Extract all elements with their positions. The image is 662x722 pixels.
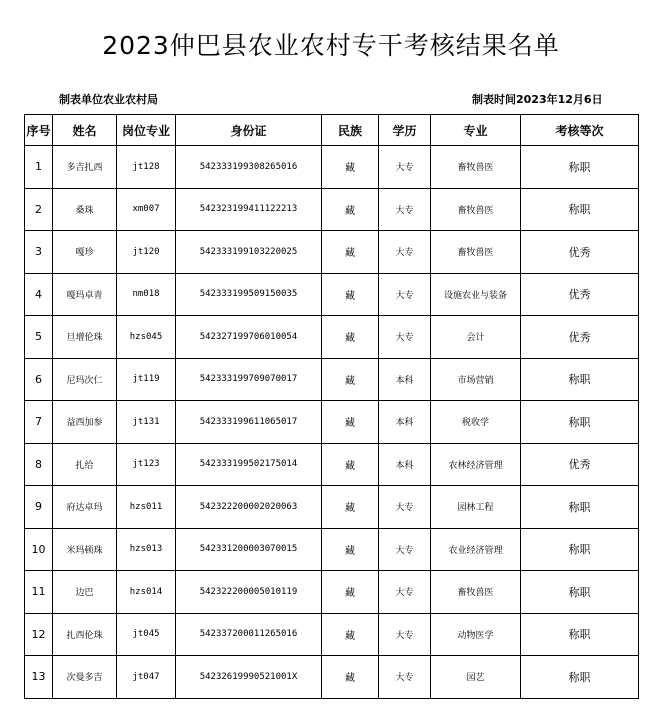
cell-index: 8 [25,443,53,486]
cell-id-number: 542322200002020063 [176,486,322,529]
cell-education: 本科 [379,358,431,401]
cell-major: 园林工程 [431,486,521,529]
cell-post: hzs014 [117,571,176,614]
cell-index: 12 [25,613,53,656]
cell-ethnicity: 藏 [322,188,379,231]
cell-major: 园艺 [431,656,521,699]
cell-grade: 称职 [521,613,639,656]
issue-date: 制表时间2023年12月6日 [472,93,603,106]
cell-grade: 优秀 [521,273,639,316]
cell-post: nm018 [117,273,176,316]
issuing-unit: 制表单位农业农村局 [59,93,158,106]
table-row [25,146,639,189]
cell-education: 大专 [379,571,431,614]
cell-name: 多吉扎西 [53,146,117,189]
cell-ethnicity: 藏 [322,358,379,401]
table-row [25,656,639,699]
cell-education: 本科 [379,401,431,444]
header-grade: 考核等次 [521,115,639,146]
cell-grade: 称职 [521,656,639,699]
table-row [25,486,639,529]
cell-major: 市场营销 [431,358,521,401]
header-id-number: 身份证 [176,115,322,146]
cell-post: jt119 [117,358,176,401]
cell-post: hzs045 [117,316,176,359]
table-row [25,443,639,486]
cell-id-number: 542323199411122213 [176,188,322,231]
cell-major: 畜牧兽医 [431,188,521,231]
cell-ethnicity: 藏 [322,401,379,444]
header-ethnicity: 民族 [322,115,379,146]
cell-post: jt128 [117,146,176,189]
cell-grade: 优秀 [521,443,639,486]
header-education: 学历 [379,115,431,146]
cell-post: jt123 [117,443,176,486]
cell-major: 会计 [431,316,521,359]
table-body [25,146,639,699]
cell-grade: 称职 [521,358,639,401]
table-row [25,571,639,614]
cell-ethnicity: 藏 [322,613,379,656]
results-table [24,114,639,699]
table-row [25,188,639,231]
document-title: 2023仲巴县农业农村专干考核结果名单 [102,31,560,60]
cell-index: 11 [25,571,53,614]
cell-education: 大专 [379,656,431,699]
cell-index: 1 [25,146,53,189]
cell-major: 农业经济管理 [431,528,521,571]
cell-post: hzs013 [117,528,176,571]
cell-ethnicity: 藏 [322,486,379,529]
cell-id-number: 542333199709070017 [176,358,322,401]
cell-education: 大专 [379,231,431,274]
cell-name: 桑珠 [53,188,117,231]
cell-major: 动物医学 [431,613,521,656]
cell-id-number: 542333199502175014 [176,443,322,486]
cell-major: 畜牧兽医 [431,146,521,189]
cell-education: 大专 [379,528,431,571]
cell-grade: 称职 [521,401,639,444]
table-row [25,528,639,571]
cell-index: 2 [25,188,53,231]
cell-name: 旦增伦珠 [53,316,117,359]
cell-grade: 称职 [521,486,639,529]
cell-index: 9 [25,486,53,529]
cell-id-number: 542331200003070015 [176,528,322,571]
table-row [25,613,639,656]
cell-post: hzs011 [117,486,176,529]
cell-post: jt120 [117,231,176,274]
cell-major: 农林经济管理 [431,443,521,486]
cell-id-number: 542333199308265016 [176,146,322,189]
cell-education: 大专 [379,146,431,189]
cell-education: 大专 [379,188,431,231]
table-row [25,358,639,401]
cell-name: 米玛顿珠 [53,528,117,571]
cell-id-number: 542333199103220025 [176,231,322,274]
cell-name: 边巴 [53,571,117,614]
cell-id-number: 542337200011265016 [176,613,322,656]
table-row [25,231,639,274]
cell-ethnicity: 藏 [322,571,379,614]
cell-major: 设施农业与装备 [431,273,521,316]
cell-major: 税收学 [431,401,521,444]
cell-name: 嘎玛卓青 [53,273,117,316]
cell-post: jt045 [117,613,176,656]
cell-name: 益西加参 [53,401,117,444]
cell-id-number: 542327199706010054 [176,316,322,359]
cell-grade: 优秀 [521,231,639,274]
cell-name: 尼玛次仁 [53,358,117,401]
cell-id-number: 54232619990521001X [176,656,322,699]
cell-ethnicity: 藏 [322,231,379,274]
cell-education: 本科 [379,443,431,486]
cell-major: 畜牧兽医 [431,571,521,614]
cell-post: xm007 [117,188,176,231]
cell-name: 扎西伦珠 [53,613,117,656]
header-post: 岗位专业 [117,115,176,146]
cell-id-number: 542333199611065017 [176,401,322,444]
cell-ethnicity: 藏 [322,273,379,316]
cell-post: jt047 [117,656,176,699]
cell-education: 大专 [379,316,431,359]
cell-ethnicity: 藏 [322,316,379,359]
cell-grade: 称职 [521,571,639,614]
cell-id-number: 542333199509150035 [176,273,322,316]
cell-index: 7 [25,401,53,444]
cell-name: 次曼多吉 [53,656,117,699]
header-major: 专业 [431,115,521,146]
cell-name: 嘎珍 [53,231,117,274]
cell-ethnicity: 藏 [322,528,379,571]
cell-grade: 优秀 [521,316,639,359]
cell-ethnicity: 藏 [322,146,379,189]
cell-name: 扎给 [53,443,117,486]
header-name: 姓名 [53,115,117,146]
cell-index: 5 [25,316,53,359]
cell-index: 13 [25,656,53,699]
table-row [25,316,639,359]
header-index: 序号 [25,115,53,146]
cell-education: 大专 [379,486,431,529]
cell-name: 府达卓玛 [53,486,117,529]
cell-index: 6 [25,358,53,401]
table-row [25,273,639,316]
cell-ethnicity: 藏 [322,656,379,699]
cell-grade: 称职 [521,528,639,571]
cell-index: 4 [25,273,53,316]
cell-grade: 称职 [521,188,639,231]
cell-major: 畜牧兽医 [431,231,521,274]
cell-index: 10 [25,528,53,571]
cell-index: 3 [25,231,53,274]
cell-id-number: 542322200005010119 [176,571,322,614]
cell-post: jt131 [117,401,176,444]
cell-education: 大专 [379,613,431,656]
cell-ethnicity: 藏 [322,443,379,486]
header-row [25,115,639,146]
cell-education: 大专 [379,273,431,316]
table-row [25,401,639,444]
cell-grade: 称职 [521,146,639,189]
